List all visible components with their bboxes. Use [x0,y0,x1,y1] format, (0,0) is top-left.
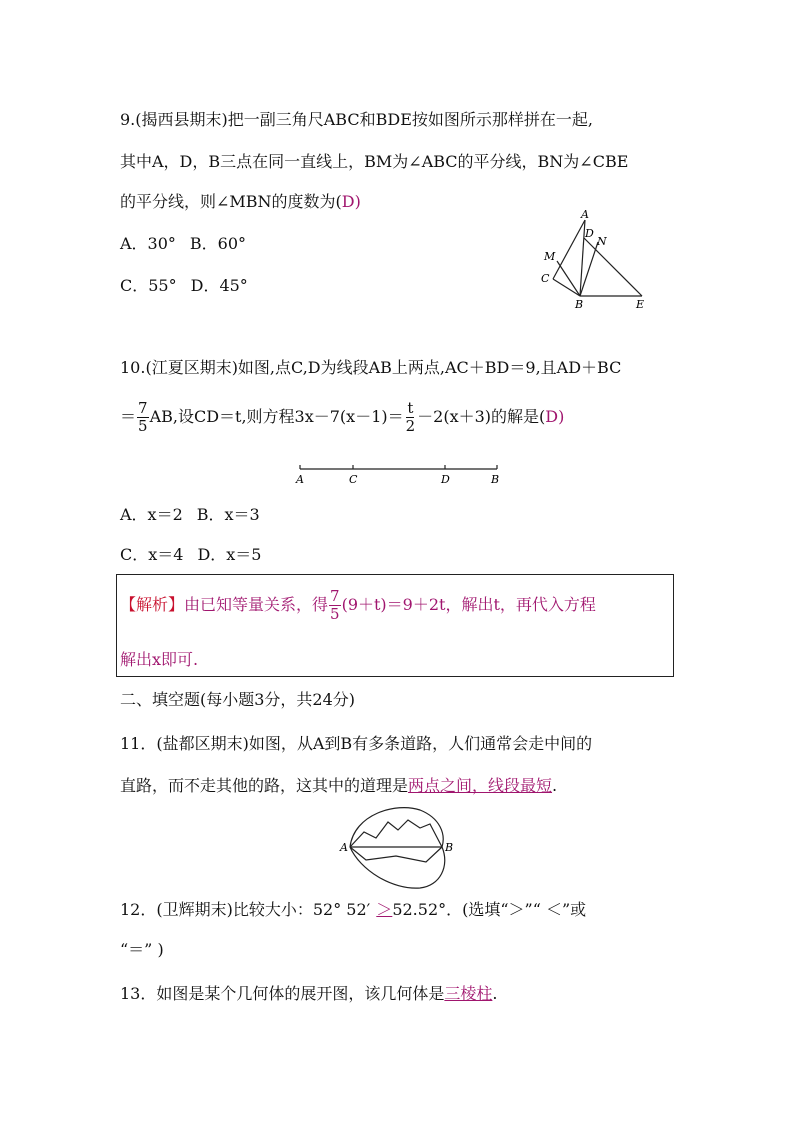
q10-eq-pre: ＝ [120,407,137,426]
q10-options-row-1 [120,505,260,525]
q10-post-text: －2(x＋3)的解是( [417,407,546,426]
seg-label-a: A [296,473,304,486]
zigzag-road [350,820,442,847]
bisector-bm [557,261,580,296]
q13-answer: 三棱柱 [444,984,493,1003]
q9-option-a: A．30° [120,234,176,253]
q13-line [120,984,497,1004]
q10-mid-text: AB,设CD＝t,则方程3x－7(x－1)＝ [149,407,404,426]
q11-answer: 两点之间，线段最短 [408,776,553,795]
q9-option-c: C．55° [120,276,177,295]
q10-frac2-num: t [407,399,414,417]
q11-line-2 [120,776,557,796]
q9-options-row-1 [120,234,246,254]
seg-label-d: D [441,473,450,486]
q10-options-row-2 [120,545,262,565]
label-c: C [541,272,550,285]
label-n: N [597,235,607,248]
lower-arc-road [350,847,445,888]
q12-text-post: 52.52°．(选填“＞”“ ＜”或 [392,900,587,919]
q9-option-b: B．60° [189,234,247,253]
q11-roads-figure [336,800,460,896]
q9-options-row-2 [120,276,248,296]
q10-frac1-den: 5 [138,417,148,435]
analysis-fraction-7-5 [329,588,341,623]
label-e: E [636,298,645,311]
q10-answer: D [545,407,559,426]
q9-line-1: 9.(揭西县期末)把一副三角尺ABC和BDE按如图所示那样拼在一起, [120,110,593,129]
label-b: B [575,298,584,311]
q13-text-pre: 13．如图是某个几何体的展开图，该几何体是 [120,984,445,1003]
q12-line-2: “＝” ) [120,940,164,959]
q13-period: . [492,984,498,1003]
analysis-pre: 由已知等量关系，得 [184,595,329,614]
lower-road [350,847,442,862]
seg-label-c: C [349,473,358,486]
side-cb [553,279,580,296]
q10-close-paren: ) [558,407,565,426]
q9-line-2: 其中A，D，B三点在同一直线上，BM为∠ABC的平分线，BN为∠CBE [120,152,629,171]
q9-option-d: D．45° [190,276,248,295]
q10-fraction-t-2 [405,400,417,435]
side-ac [553,220,585,279]
q9-answer: D [341,192,355,211]
q9-line-3 [120,192,361,212]
q12-text-pre: 12．(卫辉期末)比较大小：52° 52′ [120,900,371,919]
q10-frac1-num: 7 [138,399,148,417]
q10-line-1: 10.(江夏区期末)如图,点C,D为线段AB上两点,AC＋BD＝9,且AD＋BC [120,358,622,377]
q10-line-2 [120,398,564,436]
label-d: D [585,227,594,240]
q9-triangle-figure [530,208,660,314]
q10-option-b: B．x＝3 [196,505,260,524]
analysis-post: (9＋t)＝9＋2t，解出t，再代入方程 [341,595,596,614]
q10-segment-figure [292,460,504,490]
analysis-tag: 【解析】 [120,595,185,614]
q11-period: . [552,776,558,795]
analysis-frac-den: 5 [330,605,340,623]
label-a: A [581,208,589,221]
q10-option-d: D．x＝5 [197,545,262,564]
q10-option-a: A．x＝2 [120,505,183,524]
road-label-b: B [445,841,454,854]
q12-line-1 [120,900,586,920]
q9-close-paren: ) [354,192,361,211]
analysis-frac-num: 7 [330,587,340,605]
analysis-line-2: 解出x即可. [120,650,199,669]
q10-fraction-7-5 [137,400,149,435]
label-m: M [544,250,556,263]
seg-label-b: B [491,473,500,486]
upper-arc-road [350,808,443,847]
q10-frac2-den: 2 [405,417,416,435]
q11-line-1: 11．(盐都区期末)如图，从A到B有多条道路，人们通常会走中间的 [120,734,593,753]
road-label-a: A [340,841,348,854]
q10-option-c: C．x＝4 [120,545,184,564]
q11-line-2-text: 直路，而不走其他的路，这其中的道理是 [120,776,409,795]
side-de [584,238,642,296]
q9-line-3-text: 的平分线，则∠MBN的度数为( [120,192,342,211]
section-2-title: 二、填空题(每小题3分，共24分) [120,690,356,709]
analysis-line-1 [120,586,596,624]
q12-answer: ＞ [376,900,393,919]
